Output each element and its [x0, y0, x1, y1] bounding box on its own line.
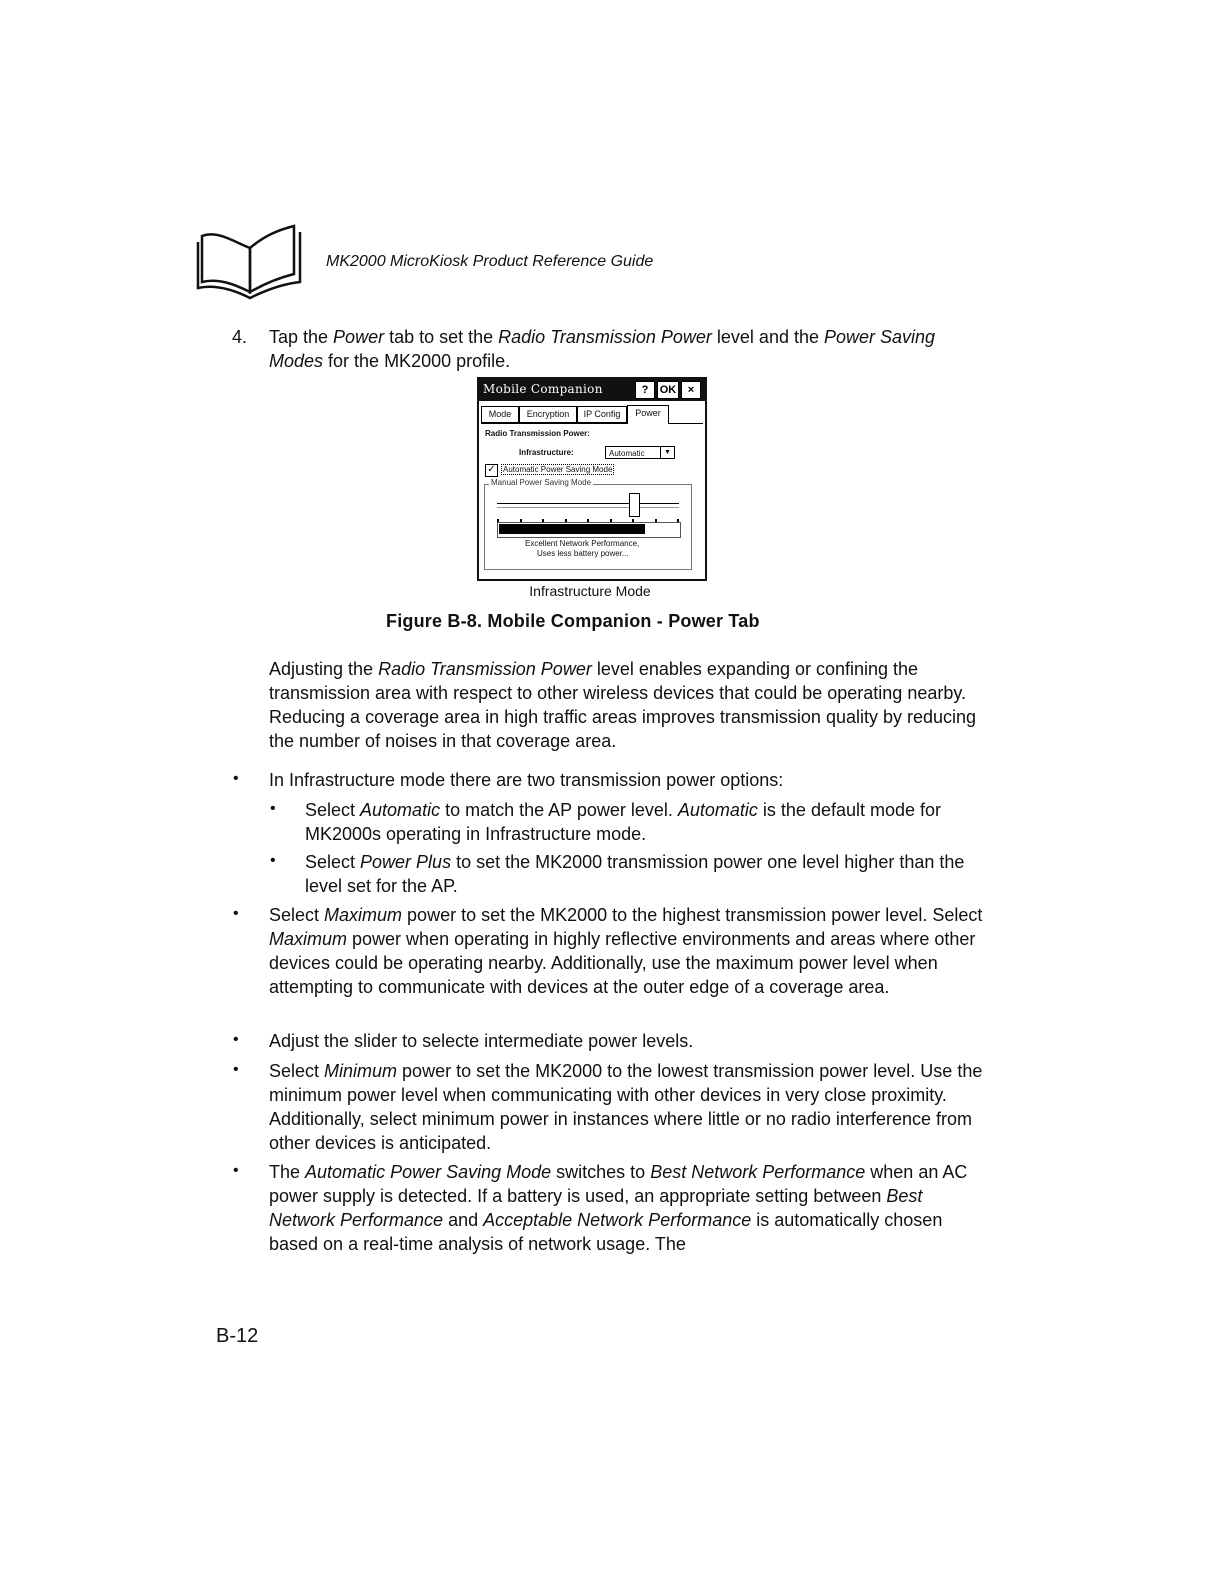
- window-title: Mobile Companion: [483, 382, 603, 396]
- body-paragraph: Adjusting the Radio Transmission Power level enables expanding or confining the transmission area with respect to other wireless devices that could be operating nearby. Reducing a coverage area in high traffic areas improves transmission quality by reducing the number of noises in that coverage area.: [269, 659, 977, 751]
- manual-power-group-label: Manual Power Saving Mode: [491, 478, 592, 487]
- tab-ip-config[interactable]: IP Config: [577, 406, 627, 423]
- infrastructure-select-value: Automatic: [609, 449, 645, 458]
- bullet-maximum: Select Maximum power to set the MK2000 to the highest transmission power level. Select Maximum power when operating in highly reflective environments and areas where other devices could be operating nearby. Additionally, use the maximum power level when attempting to communicate with devices at the outer edge of a coverage area.: [269, 905, 983, 997]
- chevron-down-icon[interactable]: ▼: [660, 447, 674, 458]
- help-button[interactable]: ?: [635, 381, 655, 399]
- slider-thumb[interactable]: [629, 493, 640, 517]
- bullet-minimum: Select Minimum power to set the MK2000 to the lowest transmission power level. Use the minimum power level when communicating with other devices in very close proximity. Additionally, select minimum power in instances where little or no radio interference from other devices is anticipated.: [269, 1061, 983, 1153]
- tab-mode[interactable]: Mode: [481, 406, 519, 423]
- figure-caption: Figure B-8. Mobile Companion - Power Tab: [386, 611, 760, 631]
- mobile-companion-screenshot: [477, 377, 707, 581]
- infrastructure-label: Infrastructure:: [519, 448, 574, 457]
- bullet-slider: Adjust the slider to selecte intermediate power levels.: [269, 1031, 694, 1051]
- sub-bullet-automatic: Select Automatic to match the AP power level. Automatic is the default mode for MK2000s operating in Infrastructure mode.: [305, 800, 942, 844]
- slider-track[interactable]: [497, 503, 679, 508]
- bullet-dot: •: [233, 1031, 239, 1048]
- radio-power-label: Radio Transmission Power:: [485, 429, 590, 438]
- running-header-title: MK2000 MicroKiosk Product Reference Guide: [326, 253, 654, 270]
- step-number: 4.: [232, 327, 248, 347]
- step-text: Tap the Power tab to set the Radio Transmission Power level and the Power Saving Modes for the MK2000 profile.: [269, 327, 936, 371]
- page-number: B-12: [216, 1325, 259, 1347]
- sub-bullet-dot: •: [270, 800, 276, 817]
- auto-power-checkbox[interactable]: ✓: [485, 464, 498, 477]
- bullet-dot: •: [233, 1162, 239, 1179]
- sub-bullet-power-plus: Select Power Plus to set the MK2000 transmission power one level higher than the level set for the AP.: [305, 852, 965, 896]
- tab-bar: [481, 405, 703, 424]
- ok-button[interactable]: OK: [657, 381, 679, 399]
- slider-description-2: Uses less battery power...: [537, 549, 629, 558]
- infrastructure-select[interactable]: [605, 446, 675, 459]
- power-level-bar: [499, 524, 645, 534]
- sub-bullet-dot: •: [270, 852, 276, 869]
- close-button[interactable]: ×: [681, 381, 701, 399]
- tab-power[interactable]: Power: [627, 405, 669, 424]
- bullet-infrastructure-options: In Infrastructure mode there are two transmission power options:: [269, 770, 784, 790]
- bullet-dot: •: [233, 770, 239, 787]
- bullet-dot: •: [233, 1061, 239, 1078]
- bullet-dot: •: [233, 905, 239, 922]
- figure-sub-caption: Infrastructure Mode: [529, 583, 651, 599]
- tab-encryption[interactable]: Encryption: [519, 406, 577, 423]
- open-book-icon: [196, 222, 304, 300]
- bullet-auto-power-saving: The Automatic Power Saving Mode switches to Best Network Performance when an AC power supply is detected. If a battery is used, an appropriate setting between Best Network Performance and Acceptable Network Performance is automatically chosen based on a real-time analysis of network usage. The: [269, 1162, 968, 1254]
- slider-description-1: Excellent Network Performance,: [525, 539, 640, 548]
- window-titlebar: [479, 379, 705, 401]
- auto-power-label: Automatic Power Saving Mode: [503, 465, 613, 474]
